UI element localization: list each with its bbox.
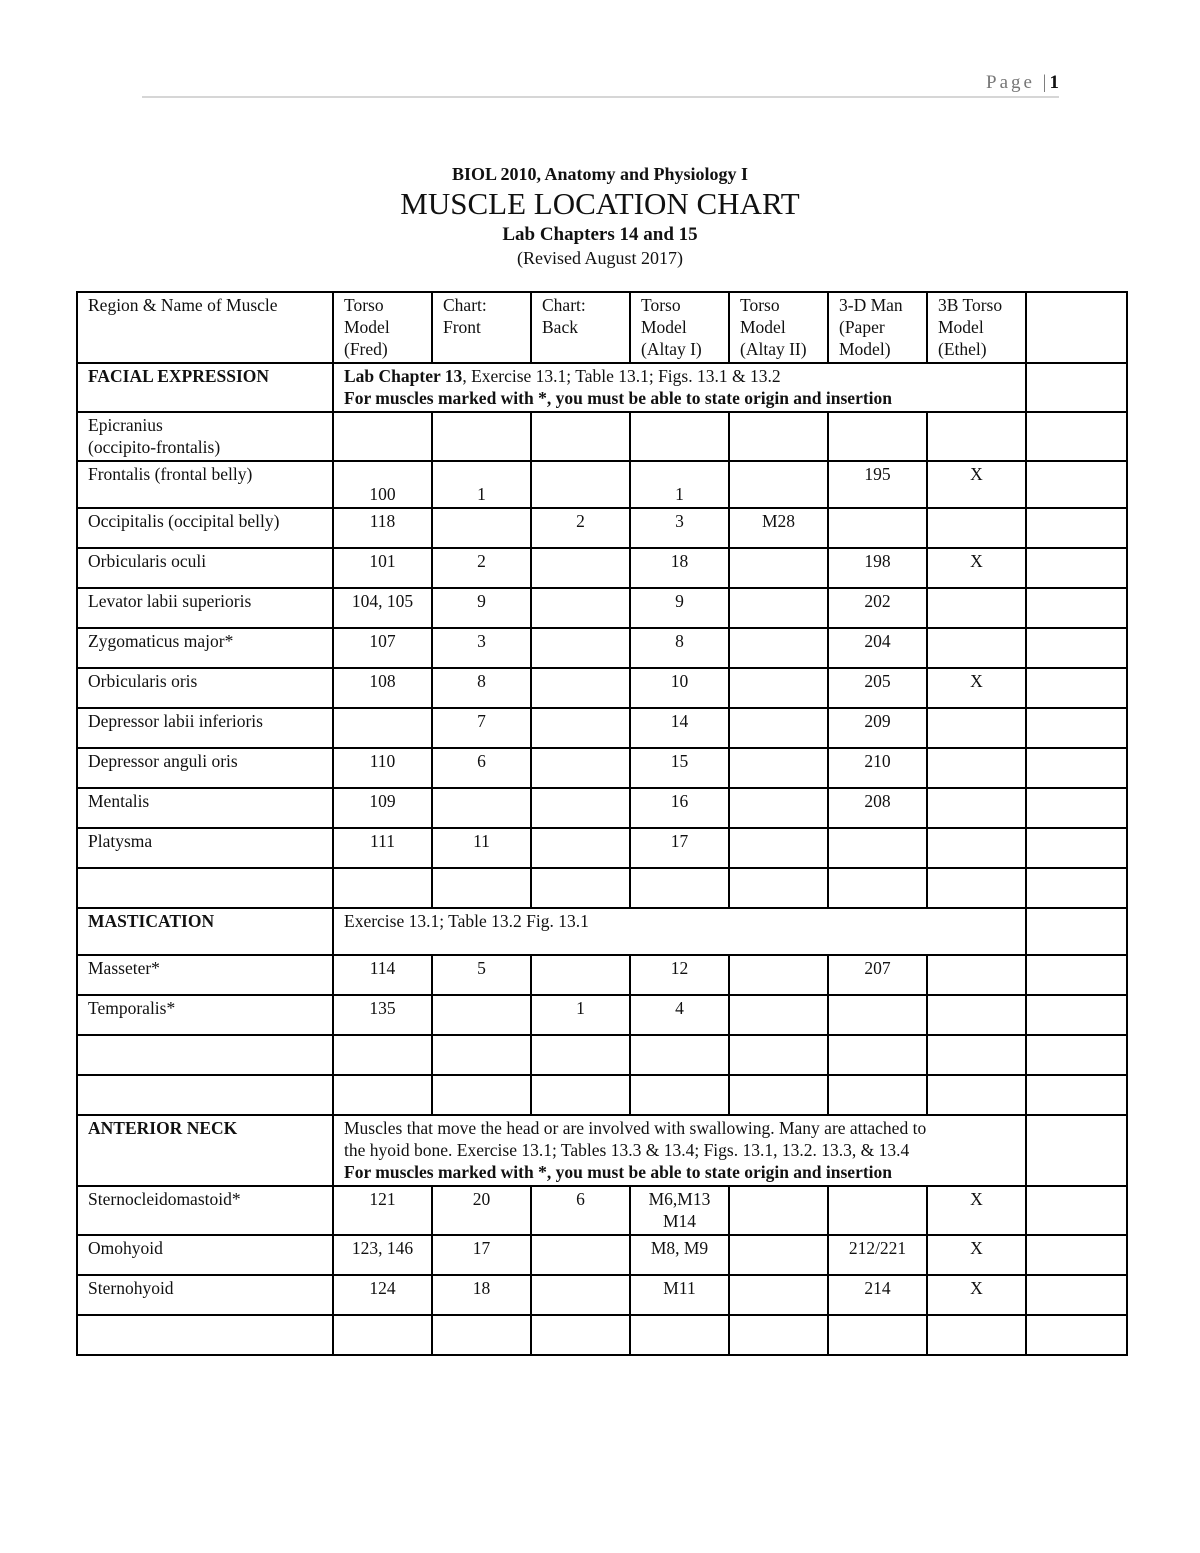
muscle-name: Temporalis*	[77, 995, 333, 1035]
cell-c7	[927, 828, 1026, 868]
section-note	[333, 363, 1026, 412]
cell-c1: 124	[333, 1275, 432, 1315]
muscle-name: Platysma	[77, 828, 333, 868]
page-number	[986, 72, 1059, 94]
cell-c1: 123, 146	[333, 1235, 432, 1275]
cell-c4: 4	[630, 995, 729, 1035]
cell-c4: M11	[630, 1275, 729, 1315]
cell-c5	[729, 628, 828, 668]
blank-cell	[1026, 708, 1127, 748]
cell-c2: 2	[432, 548, 531, 588]
document-subtitle: Lab Chapters 14 and 15	[502, 224, 698, 245]
cell-c3	[531, 955, 630, 995]
cell-c4: 10	[630, 668, 729, 708]
muscle-name: Omohyoid	[77, 1235, 333, 1275]
blank-cell	[1026, 1115, 1127, 1186]
blank-cell	[1026, 668, 1127, 708]
muscle-row	[77, 461, 1127, 508]
cell-c7: X	[927, 1186, 1026, 1235]
muscle-name: Depressor labii inferioris	[77, 708, 333, 748]
cell-c7	[927, 628, 1026, 668]
cell-c4: 12	[630, 955, 729, 995]
section-row	[77, 1115, 1127, 1186]
muscle-name: Epicranius (occipito-frontalis)	[77, 412, 333, 461]
blank-cell	[1026, 955, 1127, 995]
cell-c2: 18	[432, 1275, 531, 1315]
cell-c5	[729, 1235, 828, 1275]
cell-c5	[729, 412, 828, 461]
revision-date: (Revised August 2017)	[517, 248, 683, 268]
muscle-row	[77, 955, 1127, 995]
cell-c7	[927, 995, 1026, 1035]
cell-c4: 3	[630, 508, 729, 548]
header-region: Region & Name of Muscle	[77, 292, 333, 363]
cell-c2: 11	[432, 828, 531, 868]
muscle-name: Masseter*	[77, 955, 333, 995]
muscle-row	[77, 1235, 1127, 1275]
section-row	[77, 363, 1127, 412]
cell-c5	[729, 1275, 828, 1315]
muscle-row	[77, 1275, 1127, 1315]
document-title: MUSCLE LOCATION CHART	[400, 186, 800, 221]
cell-c1	[333, 461, 432, 508]
cell-c6	[828, 412, 927, 461]
empty-row	[77, 1315, 1127, 1355]
cell-c6: 208	[828, 788, 927, 828]
cell-c1: 101	[333, 548, 432, 588]
blank-cell	[1026, 548, 1127, 588]
cell-c5	[729, 668, 828, 708]
header-row	[77, 292, 1127, 363]
note-text: , Exercise 13.1; Table 13.1; Figs. 13.1 & 13.2	[462, 366, 781, 386]
cell-c6: 202	[828, 588, 927, 628]
cell-c6	[828, 508, 927, 548]
header-torso-fred: Torso Model (Fred)	[333, 292, 432, 363]
cell-c2: 8	[432, 668, 531, 708]
cell-c1: 109	[333, 788, 432, 828]
cell-c2: 6	[432, 748, 531, 788]
cell-c3: 1	[531, 995, 630, 1035]
cell-c7	[927, 412, 1026, 461]
cell-c4: 18	[630, 548, 729, 588]
cell-c4: 9	[630, 588, 729, 628]
cell-c4: M8, M9	[630, 1235, 729, 1275]
muscle-name: Zygomaticus major*	[77, 628, 333, 668]
section-facial-expression: FACIAL EXPRESSION	[77, 363, 333, 412]
header-torso-altay-2: Torso Model (Altay II)	[729, 292, 828, 363]
muscle-row	[77, 668, 1127, 708]
cell-c5	[729, 548, 828, 588]
muscle-name: Frontalis (frontal belly)	[77, 461, 333, 508]
cell-c3	[531, 788, 630, 828]
cell-c2: 20	[432, 1186, 531, 1235]
cell-c6: 204	[828, 628, 927, 668]
blank-cell	[1026, 828, 1127, 868]
note-origin-insertion: For muscles marked with *, you must be able to state origin and insertion	[344, 388, 893, 408]
cell-c1: 104, 105	[333, 588, 432, 628]
muscle-name: Orbicularis oculi	[77, 548, 333, 588]
cell-c1: 118	[333, 508, 432, 548]
blank-cell	[1026, 788, 1127, 828]
blank-cell	[1026, 1275, 1127, 1315]
blank-cell	[1026, 628, 1127, 668]
cell-c6: 210	[828, 748, 927, 788]
cell-c3	[531, 412, 630, 461]
cell-c3	[531, 828, 630, 868]
cell-c5	[729, 748, 828, 788]
blank-cell	[1026, 363, 1127, 412]
muscle-name: Sternocleidomastoid*	[77, 1186, 333, 1235]
cell-c4: 16	[630, 788, 729, 828]
muscle-row	[77, 508, 1127, 548]
cell-c5: M28	[729, 508, 828, 548]
muscle-name: Mentalis	[77, 788, 333, 828]
cell-c7	[927, 955, 1026, 995]
cell-c3	[531, 708, 630, 748]
cell-c4: 17	[630, 828, 729, 868]
cell-c4: M6,M13 M14	[630, 1186, 729, 1235]
cell-c2	[432, 508, 531, 548]
cell-c6	[828, 828, 927, 868]
cell-value: 100	[369, 484, 396, 504]
cell-c2	[432, 995, 531, 1035]
cell-c7	[927, 748, 1026, 788]
section-note: Exercise 13.1; Table 13.2 Fig. 13.1	[333, 908, 1026, 955]
note-line-1: Muscles that move the head or are involved with swallowing. Many are attached to	[344, 1118, 927, 1138]
muscle-name: Occipitalis (occipital belly)	[77, 508, 333, 548]
course-title: BIOL 2010, Anatomy and Physiology I	[451, 164, 749, 184]
section-row	[77, 908, 1127, 955]
muscle-row	[77, 1186, 1127, 1235]
cell-c5	[729, 708, 828, 748]
cell-c6: 207	[828, 955, 927, 995]
cell-c2: 7	[432, 708, 531, 748]
muscle-row	[77, 995, 1127, 1035]
cell-c3	[531, 748, 630, 788]
section-anterior-neck: ANTERIOR NECK	[77, 1115, 333, 1186]
muscle-name: Sternohyoid	[77, 1275, 333, 1315]
cell-c7: X	[927, 1235, 1026, 1275]
page-label: Page |	[986, 72, 1050, 93]
cell-c1: 111	[333, 828, 432, 868]
page-number-value: 1	[1049, 72, 1059, 93]
cell-c3: 2	[531, 508, 630, 548]
muscle-row	[77, 548, 1127, 588]
cell-c3: 6	[531, 1186, 630, 1235]
muscle-name: Orbicularis oris	[77, 668, 333, 708]
cell-c5	[729, 995, 828, 1035]
blank-cell	[1026, 995, 1127, 1035]
cell-c5	[729, 955, 828, 995]
cell-c3	[531, 628, 630, 668]
cell-c7	[927, 708, 1026, 748]
cell-c1: 108	[333, 668, 432, 708]
cell-c5	[729, 828, 828, 868]
cell-c6	[828, 995, 927, 1035]
cell-c6: 209	[828, 708, 927, 748]
blank-cell	[1026, 1235, 1127, 1275]
cell-value: 1	[675, 484, 684, 504]
cell-c6: 195	[828, 461, 927, 508]
cell-c4	[630, 412, 729, 461]
cell-c7: X	[927, 548, 1026, 588]
header-3b-torso: 3B Torso Model (Ethel)	[927, 292, 1026, 363]
muscle-row	[77, 828, 1127, 868]
section-mastication: MASTICATION	[77, 908, 333, 955]
blank-cell	[1026, 412, 1127, 461]
empty-row	[77, 1075, 1127, 1115]
muscle-row	[77, 588, 1127, 628]
cell-c3	[531, 1235, 630, 1275]
cell-value: 1	[477, 484, 486, 504]
cell-c1	[333, 412, 432, 461]
cell-c6: 212/221	[828, 1235, 927, 1275]
blank-cell	[1026, 508, 1127, 548]
cell-c2: 5	[432, 955, 531, 995]
cell-c4	[630, 461, 729, 508]
cell-c2	[432, 412, 531, 461]
muscle-location-table	[76, 291, 1128, 1356]
cell-c2: 3	[432, 628, 531, 668]
cell-c7: X	[927, 1275, 1026, 1315]
header-chart-front: Chart: Front	[432, 292, 531, 363]
blank-cell	[1026, 908, 1127, 955]
cell-c7	[927, 788, 1026, 828]
note-line-2: the hyoid bone. Exercise 13.1; Tables 13.3 & 13.4; Figs. 13.1, 13.2. 13.3, & 13.4	[344, 1140, 910, 1160]
blank-cell	[1026, 461, 1127, 508]
blank-cell	[1026, 748, 1127, 788]
cell-c3	[531, 668, 630, 708]
cell-c5	[729, 788, 828, 828]
cell-c5	[729, 461, 828, 508]
header-chart-back: Chart: Back	[531, 292, 630, 363]
muscle-row	[77, 788, 1127, 828]
empty-row	[77, 868, 1127, 908]
cell-c7: X	[927, 668, 1026, 708]
cell-c4: 15	[630, 748, 729, 788]
cell-c4: 8	[630, 628, 729, 668]
note-chapter: Lab Chapter 13	[344, 366, 463, 386]
cell-c7	[927, 588, 1026, 628]
header-torso-altay-1: Torso Model (Altay I)	[630, 292, 729, 363]
cell-c1: 110	[333, 748, 432, 788]
empty-row	[77, 1035, 1127, 1075]
muscle-name: Depressor anguli oris	[77, 748, 333, 788]
cell-c5	[729, 588, 828, 628]
cell-c6: 214	[828, 1275, 927, 1315]
cell-c6: 205	[828, 668, 927, 708]
cell-c3	[531, 461, 630, 508]
header-blank	[1026, 292, 1127, 363]
cell-c3	[531, 548, 630, 588]
cell-c2: 17	[432, 1235, 531, 1275]
cell-c4: 14	[630, 708, 729, 748]
blank-cell	[1026, 1186, 1127, 1235]
muscle-row	[77, 412, 1127, 461]
muscle-name: Levator labii superioris	[77, 588, 333, 628]
cell-c1: 135	[333, 995, 432, 1035]
cell-c7	[927, 508, 1026, 548]
cell-c1: 114	[333, 955, 432, 995]
cell-c2	[432, 461, 531, 508]
header-3d-man: 3-D Man (Paper Model)	[828, 292, 927, 363]
cell-c2: 9	[432, 588, 531, 628]
cell-c6: 198	[828, 548, 927, 588]
section-note	[333, 1115, 1026, 1186]
cell-c1: 107	[333, 628, 432, 668]
cell-c6	[828, 1186, 927, 1235]
muscle-row	[77, 708, 1127, 748]
cell-c3	[531, 588, 630, 628]
muscle-row	[77, 748, 1127, 788]
page-header	[142, 70, 1059, 98]
cell-c2	[432, 788, 531, 828]
cell-c3	[531, 1275, 630, 1315]
cell-c1: 121	[333, 1186, 432, 1235]
cell-c7: X	[927, 461, 1026, 508]
note-origin-insertion: For muscles marked with *, you must be able to state origin and insertion	[344, 1162, 893, 1182]
blank-cell	[1026, 588, 1127, 628]
muscle-row	[77, 628, 1127, 668]
cell-c1	[333, 708, 432, 748]
cell-c5	[729, 1186, 828, 1235]
